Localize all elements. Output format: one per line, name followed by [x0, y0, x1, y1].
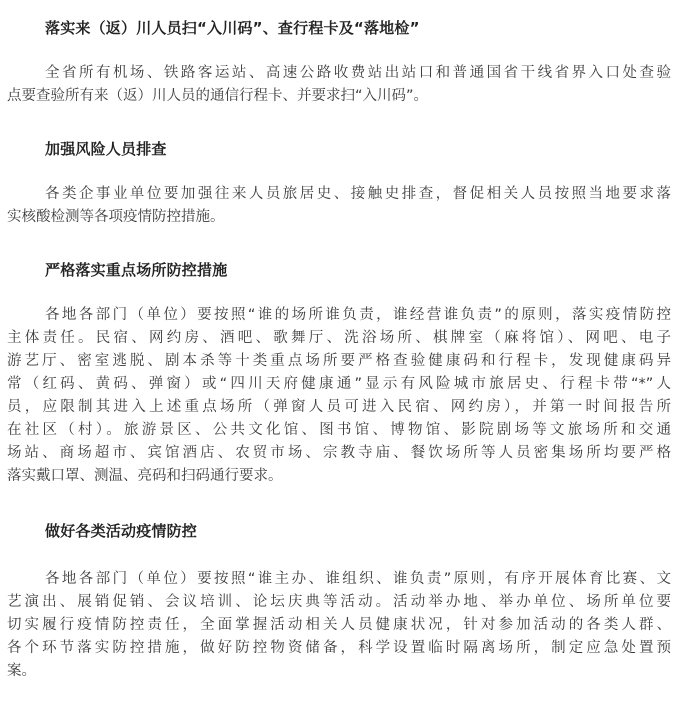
paragraph-line: 常（红码、黄码、弹窗）或“四川天府健康通”显示有风险城市旅居史、行程卡带“*”人: [7, 376, 671, 392]
paragraph-line: 全省所有机场、铁路客运站、高速公路收费站出站口和普通国省干线省界入口处查验: [45, 65, 671, 81]
paragraph-line: 各类企事业单位要加强往来人员旅居史、接触史排查，督促相关人员按照当地要求落: [45, 186, 671, 202]
paragraph-line: 游艺厅、密室逃脱、剧本杀等十类重点场所要严格查验健康码和行程卡，发现健康码异: [7, 353, 671, 369]
section-heading: 做好各类活动疫情防控: [45, 522, 198, 540]
paragraph-line: 落实戴口罩、测温、亮码和扫码通行要求。: [7, 468, 283, 484]
paragraph-line: 员，应限制其进入上述重点场所（弹窗人员可进入民宿、网约房），并第一时间报告所: [7, 399, 671, 415]
section-heading: 加强风险人员排查: [45, 140, 167, 158]
section-paragraph: [7, 62, 671, 108]
paragraph-line: 实核酸检测等各项疫情防控措施。: [7, 209, 225, 225]
paragraph-line: 各地各部门（单位）要按照“谁主办、谁组织、谁负责”原则，有序开展体育比赛、文: [45, 571, 671, 587]
paragraph-line: 在社区（村）。旅游景区、公共文化馆、图书馆、博物馆、影院剧场等文旅场所和交通: [7, 422, 671, 438]
paragraph-line: 主体责任。民宿、网约房、酒吧、歌舞厅、洗浴场所、棋牌室（麻将馆）、网吧、电子: [7, 330, 671, 346]
paragraph-line: 点要查验所有来（返）川人员的通信行程卡、并要求扫“入川码”。: [7, 88, 429, 104]
section-paragraph: [7, 568, 671, 683]
paragraph-line: 案。: [7, 663, 36, 679]
section-heading: 严格落实重点场所防控措施: [45, 261, 228, 279]
paragraph-line: 切实履行疫情防控责任，全面掌握活动相关人员健康状况，针对参加活动的各类人群、: [7, 617, 671, 633]
section-paragraph: [7, 304, 671, 488]
paragraph-line: 各地各部门（单位）要按照“谁的场所谁负责，谁经营谁负责”的原则，落实疫情防控: [45, 307, 671, 323]
paragraph-line: 各个环节落实防控措施，做好防控物资储备，科学设置临时隔离场所，制定应急处置预: [7, 640, 671, 656]
paragraph-line: 艺演出、展销促销、会议培训、论坛庆典等活动。活动举办地、举办单位、场所单位要: [7, 594, 671, 610]
section-heading: 落实来（返）川人员扫“入川码”、查行程卡及“落地检”: [45, 19, 420, 37]
section-paragraph: [7, 183, 671, 229]
paragraph-line: 场站、商场超市、宾馆酒店、农贸市场、宗教寺庙、餐饮场所等人员密集场所均要严格: [7, 445, 671, 461]
